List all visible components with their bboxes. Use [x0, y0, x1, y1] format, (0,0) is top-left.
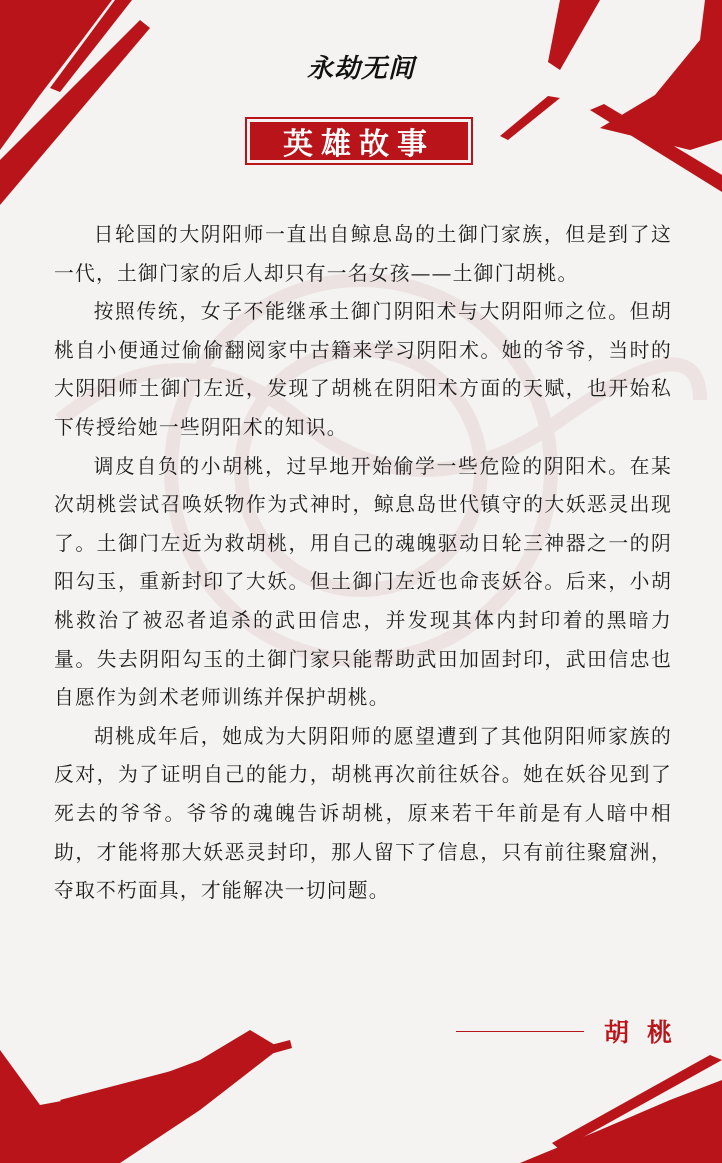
- story-paragraph: 调皮自负的小胡桃，过早地开始偷学一些危险的阴阳术。在某次胡桃尝试召唤妖物作为式神时，鲸息岛世代镇守的大妖恶灵出现了。土御门左近为救胡桃，用自己的魂魄驱动日轮三神器之一的阴阳勾玉，重新封印了大妖。但土御门左近也命丧妖谷。后来，小胡桃救治了被忍者追杀的武田信忠，并发现其体内封印着的黑暗力量。失去阴阳勾玉的土御门家只能帮助武田加固封印，武田信忠也自愿作为剑术老师训练并保护胡桃。: [54, 454, 672, 710]
- signature-name: 胡桃: [603, 1018, 690, 1047]
- story-paragraph: 日轮国的大阴阳师一直出自鲸息岛的土御门家族，但是到了这一代，土御门家的后人却只有一名女孩——土御门胡桃。: [54, 223, 672, 285]
- hero-story: [54, 216, 672, 911]
- story-paragraph: 按照传统，女子不能继承土御门阴阳术与大阴阳师之位。但胡桃自小便通过偷偷翻阅家中古籍来学习阴阳术。她的爷爷，当时的大阴阳师土御门左近，发现了胡桃在阴阳术方面的天赋，也开始私下传授给她一些阴阳术的知识。: [54, 300, 672, 439]
- page-title: 英雄故事: [250, 122, 468, 160]
- game-logo: 永劫无间: [306, 54, 415, 84]
- signature: [456, 1013, 690, 1049]
- signature-divider: [456, 1031, 584, 1032]
- story-paragraph: 胡桃成年后，她成为大阴阳师的愿望遭到了其他阴阳师家族的反对，为了证明自己的能力，胡桃再次前往妖谷。她在妖谷见到了死去的爷爷。爷爷的魂魄告诉胡桃，原来若干年前是有人暗中相助，才能将那大妖恶灵封印，那人留下了信息，只有前往聚窟洲，夺取不朽面具，才能解决一切问题。: [54, 724, 672, 903]
- title-banner: [245, 117, 473, 165]
